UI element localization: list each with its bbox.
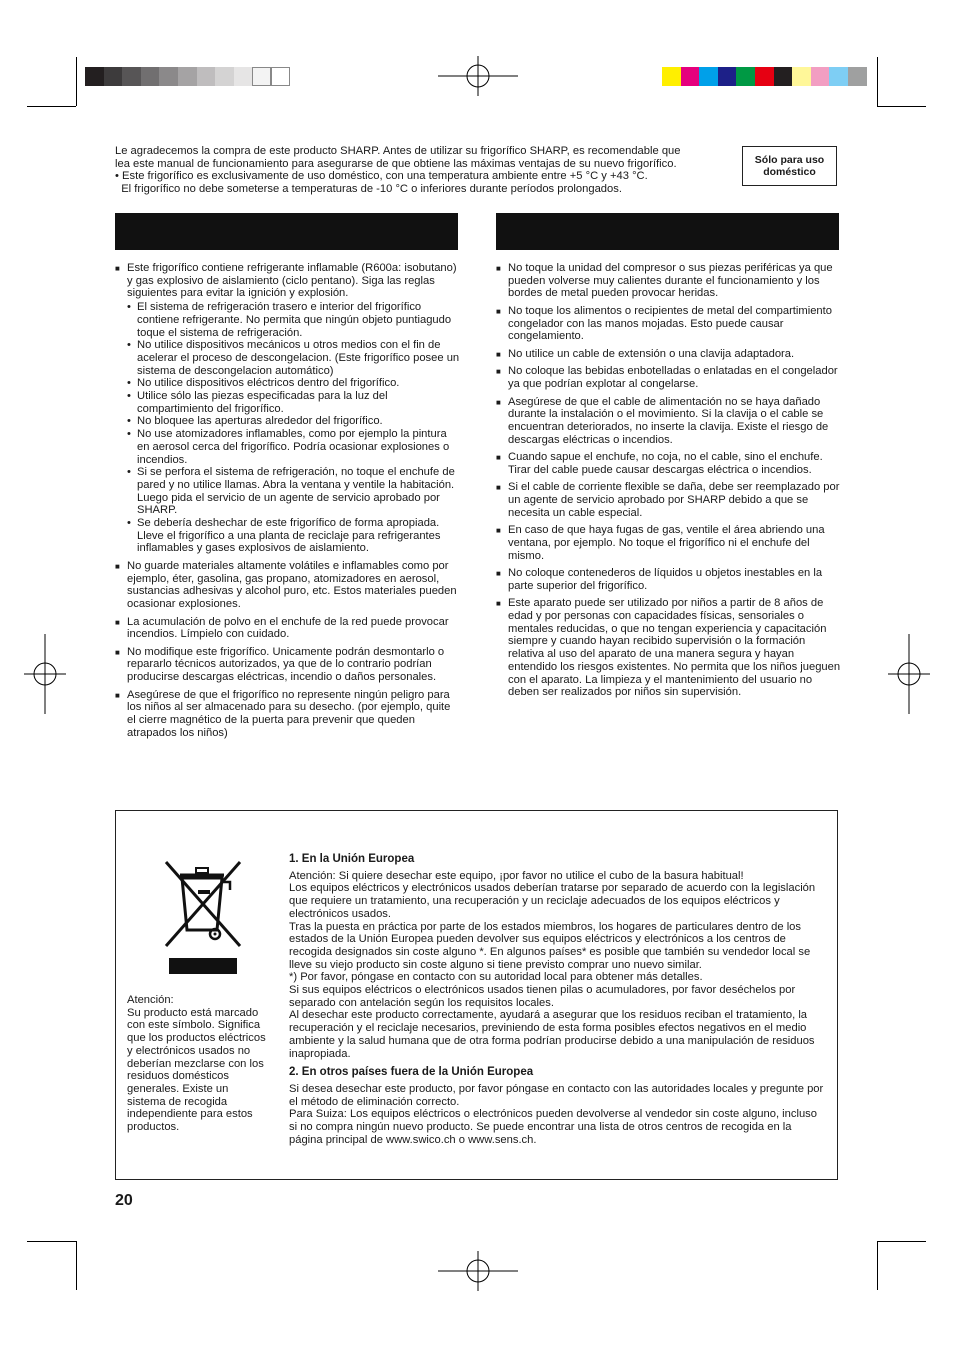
crossed-out-wheelie-bin-icon xyxy=(160,858,246,976)
intro-text xyxy=(115,145,735,195)
color-swatch xyxy=(755,67,774,86)
section-header-bar-right xyxy=(496,213,839,250)
warning-item: ■ Si el cable de corriente flexible se daña, debe ser reemplazado por un agente de servicio aprobado por SHARP debido a que se necesita un cable especial. xyxy=(496,481,841,519)
color-swatch xyxy=(718,67,737,86)
section-title-non-eu: 2. En otros países fuera de la Unión Europea xyxy=(289,1066,534,1079)
paragraph: Los equipos eléctricos y electrónicos usados deberían tratarse por separado de acuerdo con la legislación que requiere un tratamiento, una recuperación y un reciclaje adecuados de los equipos eléctricos y electrónicos usados. xyxy=(289,882,816,920)
left-warnings-column xyxy=(115,262,460,744)
color-swatch xyxy=(178,67,197,86)
color-swatch xyxy=(811,67,830,86)
registration-mark-top xyxy=(438,56,518,96)
warning-item: ■ No toque los alimentos o recipientes de metal del compartimiento congelador con las manos mojadas. Esto puede causar congelamiento. xyxy=(496,305,841,343)
color-swatch xyxy=(271,67,290,86)
paragraph: *) Por favor, póngase en contacto con su autoridad local para obtener más detalles. xyxy=(289,971,703,984)
color-swatch xyxy=(159,67,178,86)
warning-item: ■ Asegúrese de que el cable de alimentación no se haya dañado durante la instalación o el movimiento. Si la clavija o el cable se encuentran deteriorados, no inserte la clavija. Existe el riesgo de descargas eléctricas o incendios. xyxy=(496,396,841,447)
page-number: 20 xyxy=(115,1192,133,1209)
sub-item: • No use atomizadores inflamables, como por ejemplo la pintura en aerosol cerca del frigorífico. Podría ocasionar explosiones o incendios. xyxy=(127,428,460,466)
intro-line: Le agradecemos la compra de este producto SHARP. Antes de utilizar su frigorífico SHARP, es recomendable que xyxy=(115,145,681,157)
paragraph: Atención: Si quiere desechar este equipo, ¡por favor no utilice el cubo de la basura habitual! xyxy=(289,869,744,882)
color-swatch xyxy=(681,67,700,86)
right-warnings-column xyxy=(496,262,841,704)
warning-item: ■ No toque la unidad del compresor o sus piezas periféricas ya que pueden volverse muy calientes durante el funcionamiento y los bordes de metal pueden provocar heridas. xyxy=(496,262,841,300)
warning-item: ■ No modifique este frigorífico. Unicamente podrán desmontarlo o repararlo técnicos autorizados, ya que de lo contrario podrían producirse descargas eléctricas, incendio o daños personales. xyxy=(115,646,460,684)
warning-item: ■ Asegúrese de que el frigorífico no represente ningún peligro para los niños al ser almacenado para su desecho. (por ejemplo, quite el cierre magnético de la puerta para prevenir que queden atrapados los niños) xyxy=(115,689,460,740)
color-swatch xyxy=(104,67,123,86)
domestic-use-badge xyxy=(742,146,837,186)
color-swatch xyxy=(848,67,867,86)
sub-item: • El sistema de refrigeración trasero e interior del frigorífico contiene refrigerante. No permita que ningún objeto puntiagudo toque el sistema de refrigeración. xyxy=(127,301,460,339)
color-swatch xyxy=(234,67,253,86)
sub-item: • No utilice dispositivos mecánicos u otros medios con el fin de acelerar el proceso de descongelacion. (Este frigorífico posee un sistema de descongelacion automático) xyxy=(127,339,460,377)
intro-line: • Este frigorífico es exclusivamente de uso doméstico, con una temperatura ambiente entre +5 °C y +43 °C. xyxy=(115,170,648,183)
side-note-text: Su producto está marcado con este símbolo. Significa que los productos eléctricos y electrónicos usados no deberían mezclarse con los residuos domésticos generales. Existe un sistema de recogida independiente para estos productos. xyxy=(127,1006,266,1134)
paragraph: Si desea desechar este producto, por favor póngase en contacto con las autoridades locales y pregunte por el método de eliminación correcto. xyxy=(289,1082,824,1108)
color-swatch xyxy=(792,67,811,86)
warning-item: ■ La acumulación de polvo en el enchufe de la red puede provocar incendios. Límpielo con cuidado. xyxy=(115,616,460,641)
color-swatch xyxy=(699,67,718,86)
badge-line: Sólo para uso xyxy=(754,154,825,166)
color-swatch xyxy=(774,67,793,86)
color-swatch xyxy=(141,67,160,86)
section-title-eu: 1. En la Unión Europea xyxy=(289,853,415,865)
paragraph: Para Suiza: Los equipos eléctricos o electrónicos pueden devolverse al vendedor sin coste alguno, incluso si no compra ningún nuevo producto. Se puede encontrar una lista de otros centros de recogida en la página principal de www.swico.ch o www.sens.ch. xyxy=(289,1108,817,1146)
side-note-title: Atención: xyxy=(127,994,174,1006)
color-swatch xyxy=(215,67,234,86)
section-header-bar-left xyxy=(115,213,458,250)
badge-line: doméstico xyxy=(763,166,816,178)
color-swatch xyxy=(829,67,848,86)
warning-item: ■ No coloque las bebidas enbotelladas o enlatadas en el congelador ya que podrían explotar al congelarse. xyxy=(496,365,841,390)
registration-mark-right xyxy=(888,634,930,714)
warning-item: ■ Este frigorífico contiene refrigerante inflamable (R600a: isobutano) y gas explosivo de aislamiento (ciclo pentano). Siga las reglas siguientes para evitar la ignición y explosión. • El sistema de refrigeración trasero e interior del frigorífico contiene refrigerante. No permita que ningún objeto puntiagudo toque el sistema de refrigeración. • No utilice dispositivos mecánicos u otros medios con el fin de acelerar el proceso de descongelacion. (Este frigorífico posee un sistema de descongelacion automático) • No utilice dispositivos eléctricos dentro del frigorífico. • Utilice sólo las piezas especificadas para la luz del compartimiento del frigorífico. • No bloquee las aperturas alrededor del frigorífico. • No use atomizadores inflamables, como por ejemplo la pintura en aerosol cerca del frigorífico. Podría ocasionar explosiones o incendios. • Si se perfora el sistema de refrigeración, no toque el enchufe de pared y no utilice llamas. Abra la ventana y ventile la habitación. Luego pida el servicio de un agente de servicio aprobado por SHARP. • Se debería deshechar de este frigorífico de forma apropiada. Lleve el frigorífico a una planta de reciclaje para refrigerantes inflamables y gases explosivos de aislamiento. xyxy=(115,262,460,555)
sub-item: • No utilice dispositivos eléctricos dentro del frigorífico. xyxy=(127,377,460,390)
disposal-main-text xyxy=(289,853,824,1146)
color-swatch xyxy=(197,67,216,86)
color-swatch xyxy=(662,67,681,86)
warning-item: ■ Este aparato puede ser utilizado por niños a partir de 8 años de edad y por personas con capacidades físicas, sensoriales o mentales reducidas, o que no tengan experiencia y capacitación siempre y cuando hayan recibido supervisión o la formación relativa al uso del aparato de una manera segura y hayan entendido los riesgos existentes. No permita que los niños jueguen con el aparato. La limpieza y el mantenimiento del usuario no deben ser realizados por niños sin supervisión. xyxy=(496,597,841,699)
warning-item: ■ No coloque contenederos de líquidos u objetos inestables en la parte superior del frigorífico. xyxy=(496,567,841,592)
sub-item: • Utilice sólo las piezas especificadas para la luz del compartimiento del frigorífico. xyxy=(127,390,460,415)
warning-item: ■ No guarde materiales altamente volátiles e inflamables como por ejemplo, éter, gasolina, gas propano, atomizadores en aerosol, sustancias adhesivas y alcohol puro, etc. Estos materiales pueden ocasionar explosiones. xyxy=(115,560,460,611)
sub-item: • Si se perfora el sistema de refrigeración, no toque el enchufe de pared y no utilice llamas. Abra la ventana y ventile la habitación. Luego pida el servicio de un agente de servicio aprobado por SHARP. xyxy=(127,466,460,517)
paragraph: Al desechar este producto correctamente, ayudará a asegurar que los residuos reciban el tratamiento, la recuperación y el reciclaje necesarios, previniendo de esta forma posibles efectos negativos en el medio ambiente y la salud humana que de otra forma podrían producirse debido a una manipulación de residuos inapropiada. xyxy=(289,1009,815,1060)
registration-mark-bottom xyxy=(438,1251,518,1291)
warning-item: ■ En caso de que haya fugas de gas, ventile el área abriendo una ventana, por ejemplo. No toque el frigorífico ni el enchufe del mismo. xyxy=(496,524,841,562)
paragraph: Tras la puesta en práctica por parte de los estados miembros, los hogares de particulares dentro de los estados de la Unión Europea pueden devolver sus equipos eléctricos y electrónicos a los centros de recogida designados sin coste alguno *. En algunos países* es posible que también su vendedor local se lleve su viejo producto sin coste alguno si tiene previsto comprar uno nuevo similar. xyxy=(289,920,811,971)
color-swatch xyxy=(85,67,104,86)
sub-item: • Se debería deshechar de este frigorífico de forma apropiada. Lleve el frigorífico a una planta de reciclaje para refrigerantes inflamables y gases explosivos de aislamiento. xyxy=(127,517,460,555)
color-swatch xyxy=(122,67,141,86)
disposal-side-note xyxy=(127,994,267,1134)
registration-mark-left xyxy=(24,634,66,714)
sub-item: • No bloquee las aperturas alrededor del frigorífico. xyxy=(127,415,460,428)
paragraph: Si sus equipos eléctricos o electrónicos usados tienen pilas o acumuladores, por favor deséchelos por separado con antelación según los requisitos locales. xyxy=(289,984,796,1009)
color-swatch xyxy=(252,67,271,86)
warning-item: ■ Cuando sapue el enchufe, no coja, no el cable, sino el enchufe. Tirar del cable puede causar descargas eléctrica o incendios. xyxy=(496,451,841,476)
intro-line: lea este manual de funcionamiento para asegurarse de que obtiene las máximas ventajas de su nuevo frigorífico. xyxy=(115,157,677,170)
intro-line: El frigorífico no debe someterse a temperaturas de -10 °C o inferiores durante períodos prolongados. xyxy=(115,182,622,195)
warning-item: ■ No utilice un cable de extensión o una clavija adaptadora. xyxy=(496,348,841,361)
color-swatch xyxy=(736,67,755,86)
